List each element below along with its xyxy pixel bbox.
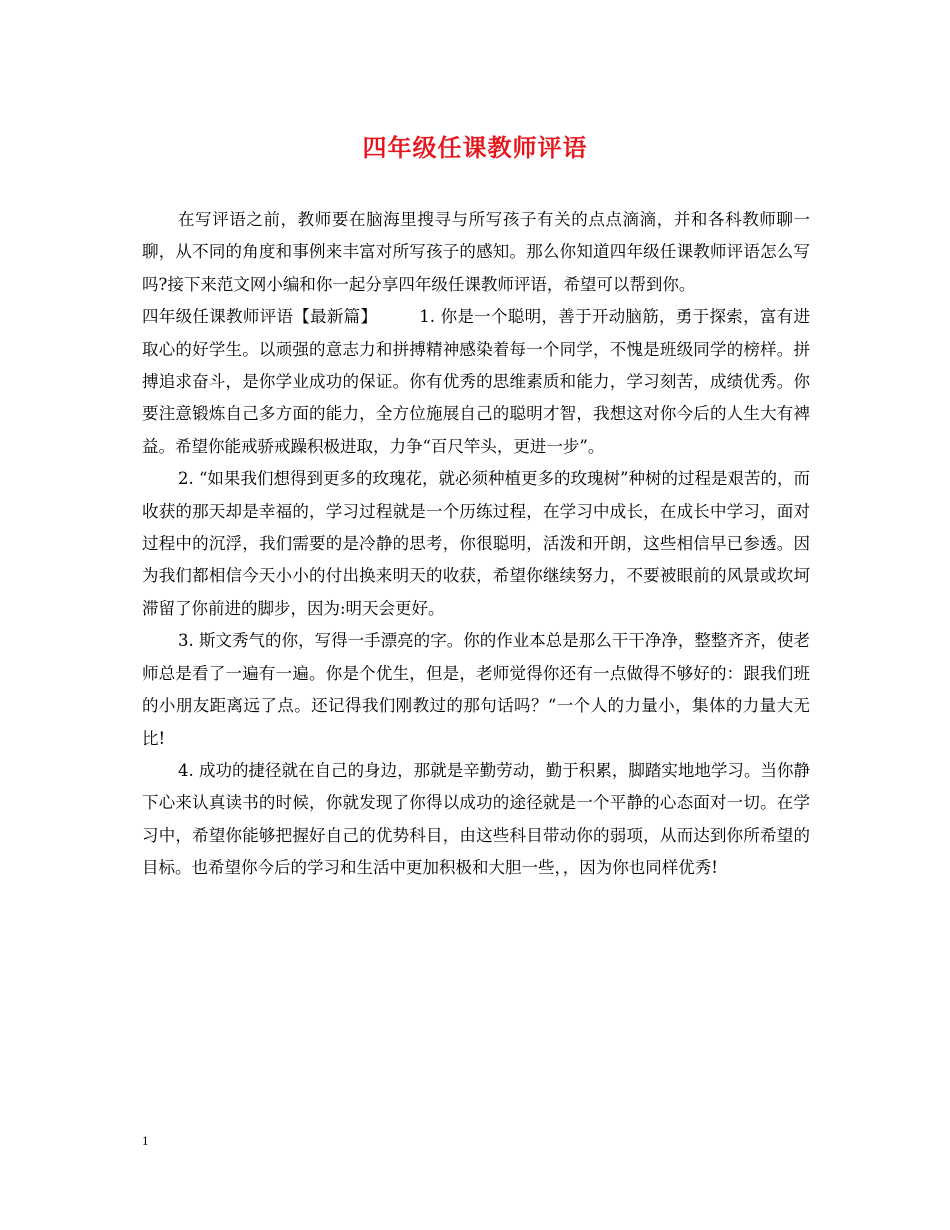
comment-item-2: 2. “如果我们想得到更多的玫瑰花，就必须种植更多的玫瑰树”种树的过程是艰苦的，而收获的那天却是幸福的，学习过程就是一个历练过程，在学习中成长，在成长中学习，面对过程中的沉浮，我们需要的是冷静的思考，你很聪明，活泼和开朗，这些相信早已参透。因为我们都相信今天小小的付出换来明天的收获，希望你继续努力，不要被眼前的风景或坎坷滞留了你前进的脚步，因为:明天会更好。 [142,469,810,618]
comment-item-1: 1. 你是一个聪明，善于开动脑筋，勇于探索，富有进取心的好学生。以顽强的意志力和拼搏精神感染着每一个同学，不愧是班级同学的榜样。拼搏追求奋斗，是你学业成功的保证。你有优秀的思维素质和能力，学习刻苦，成绩优秀。你要注意锻炼自己多方面的能力，全方位施展自己的聪明才智，我想这对你今后的人生大有裨益。希望你能戒骄戒躁积极进取，力争“百尺竿头，更进一步”。 [142,307,810,456]
document-title: 四年级任课教师评语 [362,133,588,162]
page-number: 1 [142,1133,149,1148]
intro-paragraph: 在写评语之前，教师要在脑海里搜寻与所写孩子有关的点点滴滴，并和各科教师聊一聊，从不同的角度和事例来丰富对所写孩子的感知。那么你知道四年级任课教师评语怎么写吗?接下来范文网小编和你一起分享四年级任课教师评语，希望可以帮到你。 [142,210,810,294]
section-paragraph [142,301,810,463]
document-body [142,204,810,885]
comment-item-4: 4. 成功的捷径就在自己的身边，那就是辛勤劳动，勤于积累，脚踏实地地学习。当你静下心来认真读书的时候，你就发现了你得以成功的途径就是一个平静的心态面对一切。在学习中，希望你能够把握好自己的优势科目，由这些科目带动你的弱项，从而达到你所希望的目标。也希望你今后的学习和生活中更加积极和大胆一些，，因为你也同样优秀! [142,760,810,878]
comment-item-3: 3. 斯文秀气的你，写得一手漂亮的字。你的作业本总是那么干干净净，整整齐齐，使老师总是看了一遍有一遍。你是个优生，但是，老师觉得你还有一点做得不够好的：跟我们班的小朋友距离远了点。还记得我们刚教过的那句话吗？“一个人的力量小，集体的力量大无比! [142,631,810,748]
section-heading: 四年级任课教师评语【最新篇】 [142,307,378,327]
